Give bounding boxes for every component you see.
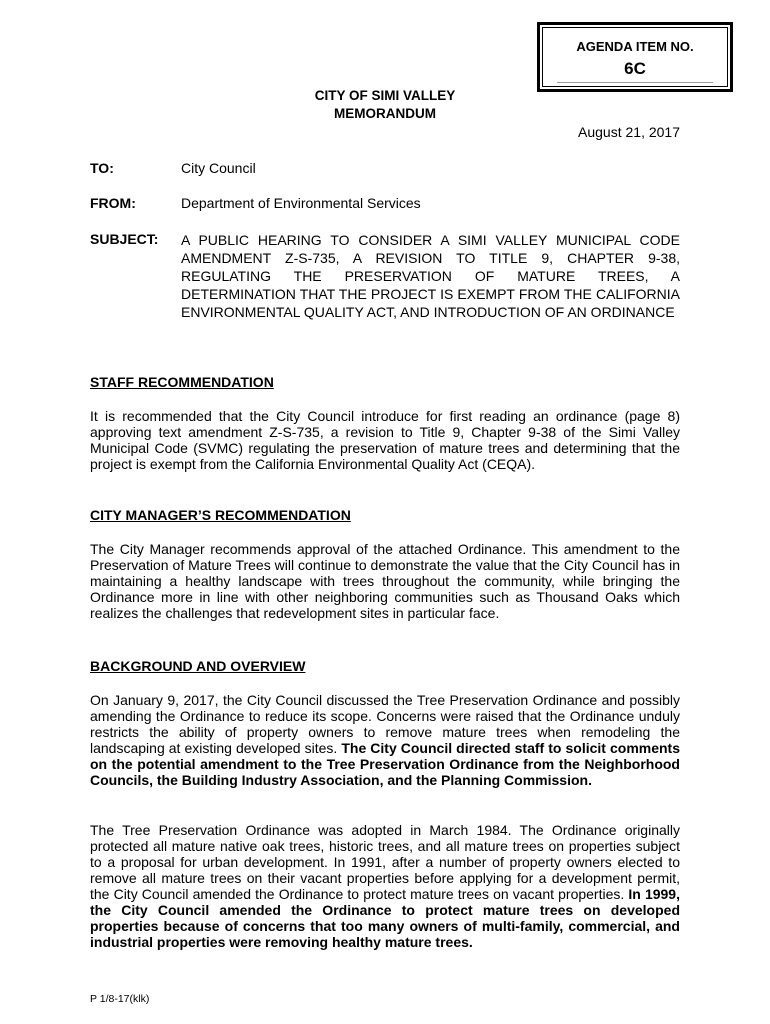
memo-to-label: TO: [90, 160, 114, 176]
agenda-item-number: 6C [624, 59, 646, 78]
memo-from-label: FROM: [90, 195, 136, 211]
memo-subject-label: SUBJECT: [90, 231, 159, 247]
background-p2-bold-text: In 1999, the City Council amended the Ordinance to protect mature trees on developed properties because of concerns that too many owners of multi-family, commercial, and industrial properties were removing healthy mature trees. [90, 886, 680, 950]
memo-to-value: City Council [181, 160, 256, 176]
background-p2-text: The Tree Preservation Ordinance was adopted in March 1984. The Ordinance originally protected all mature native oak trees, historic trees, and all mature trees on properties subject to a proposal for urban development. In 1991, after a number of property owners elected to remove all mature trees on their vacant properties before applying for a development permit, the City Council amended the Ordinance to protect mature trees on vacant properties. [90, 822, 680, 902]
memo-subject-value: A PUBLIC HEARING TO CONSIDER A SIMI VALLEY MUNICIPAL CODE AMENDMENT Z-S-735, A REVISION TO TITLE 9, CHAPTER 9-38, REGULATING THE PRESERVATION OF MATURE TREES, A DETERMINATION THAT THE PROJECT IS EXEMPT FROM THE CALIFORNIA ENVIRONMENTAL QUALITY ACT, AND INTRODUCTION OF AN ORDINANCE [181, 232, 680, 320]
agenda-item-label: AGENDA ITEM NO. [576, 39, 694, 54]
city-manager-recommendation-heading: CITY MANAGER’S RECOMMENDATION [90, 507, 351, 523]
background-paragraph-1 [90, 692, 680, 788]
page-footer-ref: P 1/8-17(klk) [90, 993, 150, 1005]
agenda-item-rule [557, 82, 713, 83]
memo-from-value: Department of Environmental Services [181, 195, 421, 211]
staff-recommendation-text: It is recommended that the City Council introduce for first reading an ordinance (page 8) approving text amendment Z-S-735, a revision to Title 9, Chapter 9-38 of the Simi Valley Municipal Code (SVMC) regulating the preservation of mature trees and determining that the project is exempt from the California Environmental Quality Act (CEQA). [90, 408, 680, 472]
city-title: CITY OF SIMI VALLEY [314, 88, 456, 103]
background-p1-text: On January 9, 2017, the City Council discussed the Tree Preservation Ordinance and possibly amending the Ordinance to reduce its scope. Concerns were raised that the Ordinance unduly restricts the ability of property owners to remove mature trees when remodeling the landscaping at existing developed sites. [90, 692, 680, 756]
agenda-item-box [537, 22, 733, 92]
background-paragraph-2 [90, 822, 680, 950]
city-manager-recommendation-text: The City Manager recommends approval of the attached Ordinance. This amendment to the Preservation of Mature Trees will continue to demonstrate the value that the City Council has in maintaining a healthy landscape with trees throughout the community, while bringing the Ordinance more in line with other neighboring communities such as Thousand Oaks which realizes the challenges that redevelopment sites in particular face. [90, 541, 680, 621]
memorandum-title: MEMORANDUM [334, 106, 436, 121]
memo-date: August 21, 2017 [578, 124, 680, 140]
background-overview-heading: BACKGROUND AND OVERVIEW [90, 658, 306, 674]
background-p1-bold-text: The City Council directed staff to solicit comments on the potential amendment to the Tree Preservation Ordinance from the Neighborhood Councils, the Building Industry Association, and the Planning Commission. [90, 740, 681, 788]
staff-recommendation-heading: STAFF RECOMMENDATION [90, 374, 274, 390]
